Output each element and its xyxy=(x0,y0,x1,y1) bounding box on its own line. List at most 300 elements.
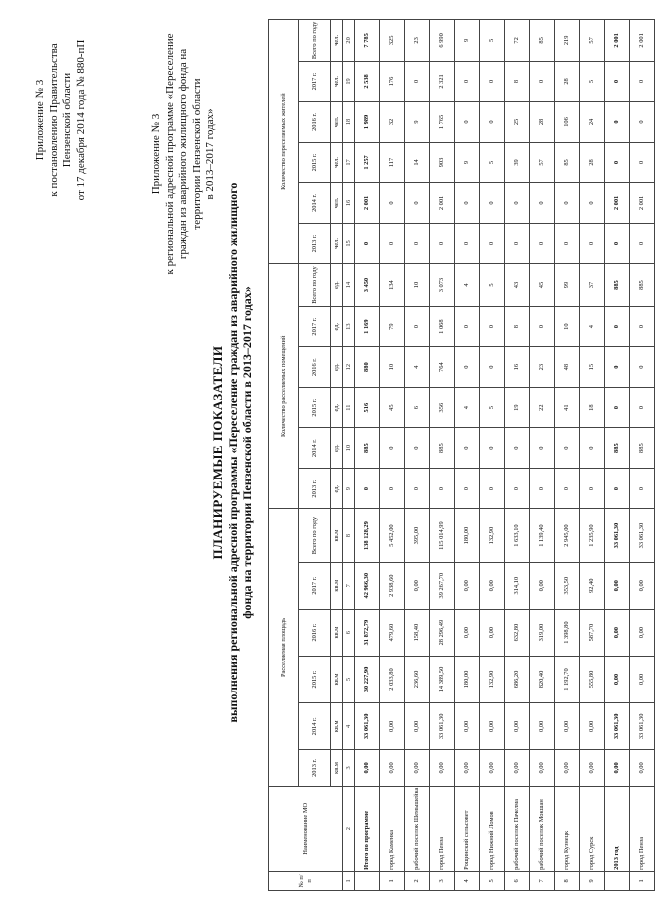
cell-people: 0 xyxy=(480,102,505,143)
cell-rooms: 0 xyxy=(480,306,505,347)
cell-people: 0 xyxy=(630,223,655,264)
cell-rooms: 15 xyxy=(580,347,605,388)
cell-rooms: 0 xyxy=(630,387,655,428)
cell-area: 395,00 xyxy=(405,509,430,562)
cell-rooms: 43 xyxy=(505,264,530,307)
cell-area: 14 389,50 xyxy=(430,656,455,703)
column-number: 14 xyxy=(343,264,355,307)
cell-rooms: 48 xyxy=(555,347,580,388)
cell-area: 1 235,90 xyxy=(580,509,605,562)
cell-area: 1 192,70 xyxy=(555,656,580,703)
cell-rooms: 0 xyxy=(605,468,630,509)
cell-people: 5 xyxy=(580,61,605,102)
cell-rooms: 22 xyxy=(530,387,555,428)
group-header-rooms: Количество расселяемых помещений xyxy=(269,264,299,509)
subtitle-line: фонда на территории Пензенской области в 2013–2017 годах» xyxy=(240,286,254,619)
cell-rooms: 0 xyxy=(455,428,480,469)
cell-area: 115 014,99 xyxy=(430,509,455,562)
column-number: 11 xyxy=(343,387,355,428)
cell-area: 0,00 xyxy=(530,750,555,786)
cell-rooms: 0 xyxy=(480,428,505,469)
column-number: 3 xyxy=(343,750,355,786)
cell-area: 0,00 xyxy=(580,703,605,750)
cell-rooms: 10 xyxy=(555,306,580,347)
cell-people: 0 xyxy=(605,223,630,264)
column-number: 1 xyxy=(343,871,355,890)
cell-rooms: 1 068 xyxy=(430,306,455,347)
cell-rooms: 0 xyxy=(405,468,430,509)
cell-rooms: 18 xyxy=(580,387,605,428)
row-mo-name: город Каменка xyxy=(380,786,405,871)
column-number: 2 xyxy=(343,786,355,871)
cell-people: 0 xyxy=(430,223,455,264)
cell-people: 325 xyxy=(380,20,405,62)
cell-people: 6 990 xyxy=(430,20,455,62)
cell-area: 1 633,10 xyxy=(505,509,530,562)
row-number: 1 xyxy=(630,871,655,890)
cell-people: 1 765 xyxy=(430,102,455,143)
cell-area: 0,00 xyxy=(555,750,580,786)
cell-rooms: 134 xyxy=(380,264,405,307)
row-number: 6 xyxy=(505,871,530,890)
cell-area: 0,00 xyxy=(480,562,505,609)
unit-header-people: чел. xyxy=(331,61,343,102)
cell-people: 0 xyxy=(380,183,405,224)
cell-rooms: 885 xyxy=(630,428,655,469)
cell-area: 632,80 xyxy=(505,609,530,656)
cell-rooms: 885 xyxy=(630,264,655,307)
unit-header-rooms: ед. xyxy=(331,306,343,347)
cell-area: 0,00 xyxy=(555,703,580,750)
cell-people: 0 xyxy=(605,142,630,183)
cell-area: 353,50 xyxy=(555,562,580,609)
cell-people: 0 xyxy=(355,223,380,264)
column-number: 16 xyxy=(343,183,355,224)
column-number: 15 xyxy=(343,223,355,264)
cell-area: 180,00 xyxy=(455,656,480,703)
year-header-area: 2015 г. xyxy=(299,656,331,703)
cell-rooms: 4 xyxy=(455,387,480,428)
cell-area: 31 872,79 xyxy=(355,609,380,656)
group-header-people: Количество переселяемых жителей xyxy=(269,20,299,264)
cell-area: 0,00 xyxy=(480,703,505,750)
unit-header-area: кв.м xyxy=(331,562,343,609)
column-number: 12 xyxy=(343,347,355,388)
cell-area: 0,00 xyxy=(480,750,505,786)
cell-people: 0 xyxy=(530,61,555,102)
row-number: 5 xyxy=(480,871,505,890)
cell-area: 0,00 xyxy=(605,656,630,703)
year-header-area: Всего по году xyxy=(299,509,331,562)
cell-rooms: 0 xyxy=(380,428,405,469)
row-mo-name: город Кузнецк xyxy=(555,786,580,871)
header-line: Приложение № 3 xyxy=(34,79,46,161)
cell-rooms: 0 xyxy=(355,468,380,509)
unit-header-area: кв.м xyxy=(331,509,343,562)
cell-people: 0 xyxy=(580,183,605,224)
cell-people: 9 xyxy=(455,20,480,62)
cell-area: 0,00 xyxy=(605,750,630,786)
row-number: 9 xyxy=(580,871,605,890)
cell-people: 219 xyxy=(555,20,580,62)
cell-rooms: 4 xyxy=(455,264,480,307)
row-mo-name: Рощинский сельсовет xyxy=(455,786,480,871)
cell-people: 2 001 xyxy=(430,183,455,224)
table-row xyxy=(430,20,455,891)
cell-area: 33 061,30 xyxy=(355,703,380,750)
cell-people: 0 xyxy=(455,223,480,264)
cell-area: 42 966,30 xyxy=(355,562,380,609)
cell-rooms: 0 xyxy=(555,468,580,509)
cell-people: 7 785 xyxy=(355,20,380,62)
row-number: 7 xyxy=(530,871,555,890)
column-number: 5 xyxy=(343,656,355,703)
cell-people: 2 538 xyxy=(355,61,380,102)
column-number: 10 xyxy=(343,428,355,469)
cell-area: 2 033,80 xyxy=(380,656,405,703)
row-mo-name: город Пенза xyxy=(630,786,655,871)
cell-rooms: 0 xyxy=(380,468,405,509)
cell-area: 132,90 xyxy=(480,509,505,562)
cell-people: 0 xyxy=(480,223,505,264)
cell-area: 138 128,29 xyxy=(355,509,380,562)
cell-rooms: 0 xyxy=(405,306,430,347)
cell-rooms: 516 xyxy=(355,387,380,428)
cell-rooms: 6 xyxy=(405,387,430,428)
cell-area: 28 296,49 xyxy=(430,609,455,656)
header-mo: Наименование МО xyxy=(269,786,343,871)
cell-people: 28 xyxy=(530,102,555,143)
cell-area: 0,00 xyxy=(405,703,430,750)
cell-rooms: 0 xyxy=(530,428,555,469)
cell-people: 0 xyxy=(480,183,505,224)
cell-area: 0,00 xyxy=(505,703,530,750)
cell-people: 9 xyxy=(455,142,480,183)
cell-area: 180,00 xyxy=(455,509,480,562)
cell-people: 0 xyxy=(605,102,630,143)
cell-people: 23 xyxy=(405,20,430,62)
cell-area: 92,40 xyxy=(580,562,605,609)
cell-rooms: 0 xyxy=(605,387,630,428)
year-header-area: 2013 г. xyxy=(299,750,331,786)
cell-rooms: 356 xyxy=(430,387,455,428)
year-header-area: 2016 г. xyxy=(299,609,331,656)
cell-area: 479,60 xyxy=(380,609,405,656)
cell-people: 25 xyxy=(505,102,530,143)
cell-people: 0 xyxy=(405,61,430,102)
cell-rooms: 0 xyxy=(455,347,480,388)
year-header-rooms: 2014 г. xyxy=(299,428,331,469)
row-mo-name: рабочий поселок Мокшан xyxy=(530,786,555,871)
year-header-people: 2013 г. xyxy=(299,223,331,264)
cell-people: 2 001 xyxy=(605,183,630,224)
cell-rooms: 45 xyxy=(380,387,405,428)
cell-people: 2 321 xyxy=(430,61,455,102)
cell-people: 0 xyxy=(480,61,505,102)
cell-area: 0,00 xyxy=(455,562,480,609)
cell-people: 0 xyxy=(380,223,405,264)
cell-area: 33 061,30 xyxy=(430,703,455,750)
header-line: Пензенской области xyxy=(61,72,73,168)
cell-rooms: 45 xyxy=(530,264,555,307)
document-subtitle xyxy=(226,30,254,875)
cell-area: 0,00 xyxy=(605,562,630,609)
cell-rooms: 885 xyxy=(605,428,630,469)
year-header-area: 2014 г. xyxy=(299,703,331,750)
cell-people: 1 257 xyxy=(355,142,380,183)
cell-rooms: 0 xyxy=(530,468,555,509)
cell-people: 0 xyxy=(405,223,430,264)
cell-people: 0 xyxy=(580,223,605,264)
year-header-rooms: 2013 г. xyxy=(299,468,331,509)
cell-area: 319,00 xyxy=(530,609,555,656)
cell-area: 0,00 xyxy=(405,750,430,786)
cell-area: 0,00 xyxy=(530,562,555,609)
table-row xyxy=(355,20,380,891)
column-number: 19 xyxy=(343,61,355,102)
cell-rooms: 10 xyxy=(405,264,430,307)
cell-rooms: 0 xyxy=(605,347,630,388)
cell-area: 1 139,40 xyxy=(530,509,555,562)
cell-area: 39 267,70 xyxy=(430,562,455,609)
cell-people: 0 xyxy=(455,183,480,224)
cell-area: 2 938,60 xyxy=(380,562,405,609)
cell-people: 24 xyxy=(580,102,605,143)
cell-area: 0,00 xyxy=(430,750,455,786)
cell-rooms: 1 169 xyxy=(355,306,380,347)
cell-people: 0 xyxy=(555,183,580,224)
cell-rooms: 0 xyxy=(630,468,655,509)
table-row xyxy=(580,20,605,891)
unit-header-people: чел. xyxy=(331,183,343,224)
cell-rooms: 0 xyxy=(630,306,655,347)
table-row xyxy=(480,20,505,891)
column-number: 7 xyxy=(343,562,355,609)
table-row xyxy=(455,20,480,891)
unit-header-area: кв.м xyxy=(331,656,343,703)
cell-people: 39 xyxy=(505,142,530,183)
cell-area: 33 061,30 xyxy=(630,509,655,562)
year-header-people: 2017 г. xyxy=(299,61,331,102)
column-number: 8 xyxy=(343,509,355,562)
cell-people: 106 xyxy=(555,102,580,143)
cell-area: 0,00 xyxy=(630,656,655,703)
cell-area: 33 061,30 xyxy=(605,703,630,750)
cell-area: 0,00 xyxy=(630,609,655,656)
row-mo-name: город Нижний Ломов xyxy=(480,786,505,871)
cell-rooms: 19 xyxy=(505,387,530,428)
year-header-rooms: 2016 г. xyxy=(299,347,331,388)
unit-header-area: кв.м xyxy=(331,609,343,656)
cell-rooms: 0 xyxy=(480,468,505,509)
row-mo-name: Итого по программе xyxy=(355,786,380,871)
cell-rooms: 885 xyxy=(605,264,630,307)
cell-area: 0,00 xyxy=(355,750,380,786)
cell-rooms: 8 xyxy=(505,306,530,347)
cell-rooms: 16 xyxy=(505,347,530,388)
cell-people: 5 xyxy=(480,20,505,62)
cell-area: 5 452,00 xyxy=(380,509,405,562)
cell-people: 2 001 xyxy=(355,183,380,224)
cell-people: 28 xyxy=(580,142,605,183)
table-row xyxy=(405,20,430,891)
cell-people: 0 xyxy=(505,223,530,264)
unit-header-rooms: ед. xyxy=(331,264,343,307)
column-number: 18 xyxy=(343,102,355,143)
column-number: 20 xyxy=(343,20,355,62)
cell-rooms: 0 xyxy=(455,306,480,347)
cell-area: 0,00 xyxy=(580,750,605,786)
unit-header-rooms: ед. xyxy=(331,468,343,509)
column-number: 6 xyxy=(343,609,355,656)
cell-rooms: 880 xyxy=(355,347,380,388)
row-number xyxy=(355,871,380,890)
cell-people: 8 xyxy=(505,61,530,102)
cell-area: 0,00 xyxy=(530,703,555,750)
cell-area: 555,80 xyxy=(580,656,605,703)
cell-people: 32 xyxy=(380,102,405,143)
year-header-people: 2014 г. xyxy=(299,183,331,224)
cell-rooms: 0 xyxy=(580,428,605,469)
table-row xyxy=(605,20,630,891)
cell-rooms: 3 450 xyxy=(355,264,380,307)
appendix-header-decree xyxy=(34,20,88,220)
header-line: от 17 декабря 2014 года № 880-пП xyxy=(74,39,87,201)
cell-rooms: 0 xyxy=(530,306,555,347)
cell-people: 176 xyxy=(380,61,405,102)
year-header-rooms: 2017 г. xyxy=(299,306,331,347)
header-line: в 2013–2017 годах» xyxy=(204,108,216,200)
cell-people: 9 xyxy=(405,102,430,143)
document-title: ПЛАНИРУЕМЫЕ ПОКАЗАТЕЛИ xyxy=(210,345,225,560)
cell-rooms: 885 xyxy=(430,428,455,469)
cell-people: 85 xyxy=(530,20,555,62)
cell-area: 30 227,90 xyxy=(355,656,380,703)
cell-area: 314,10 xyxy=(505,562,530,609)
cell-people: 0 xyxy=(630,61,655,102)
table-row xyxy=(380,20,405,891)
cell-people: 14 xyxy=(405,142,430,183)
row-mo-name: город Сурск xyxy=(580,786,605,871)
column-number: 9 xyxy=(343,468,355,509)
header-line: территории Пензенской области xyxy=(190,78,203,230)
cell-rooms: 0 xyxy=(555,428,580,469)
row-number: 3 xyxy=(430,871,455,890)
table-row xyxy=(555,20,580,891)
year-header-area: 2017 г. xyxy=(299,562,331,609)
cell-people: 0 xyxy=(555,223,580,264)
cell-area: 0,00 xyxy=(405,562,430,609)
row-number: 4 xyxy=(455,871,480,890)
cell-rooms: 885 xyxy=(355,428,380,469)
cell-area: 33 061,30 xyxy=(630,703,655,750)
cell-area: 33 061,30 xyxy=(605,509,630,562)
cell-area: 132,90 xyxy=(480,656,505,703)
cell-people: 117 xyxy=(380,142,405,183)
cell-people: 0 xyxy=(455,61,480,102)
table-row xyxy=(530,20,555,891)
subtitle-line: выполнения региональной адресной программы «Переселение граждан из аварийного жилищного xyxy=(226,182,240,723)
table-row xyxy=(505,20,530,891)
cell-people: 0 xyxy=(455,102,480,143)
cell-people: 0 xyxy=(505,183,530,224)
cell-area: 0,00 xyxy=(605,609,630,656)
cell-people: 2 001 xyxy=(605,20,630,62)
cell-people: 2 001 xyxy=(630,20,655,62)
cell-rooms: 4 xyxy=(405,347,430,388)
cell-area: 0,00 xyxy=(380,750,405,786)
cell-people: 1 989 xyxy=(355,102,380,143)
cell-people: 5 xyxy=(480,142,505,183)
cell-people: 0 xyxy=(630,102,655,143)
cell-area: 0,00 xyxy=(630,750,655,786)
row-mo-name: рабочий поселок Пачелма xyxy=(505,786,530,871)
appendix-header-program xyxy=(150,13,218,295)
header-line: к постановлению Правительства xyxy=(47,43,60,197)
column-number: 17 xyxy=(343,142,355,183)
cell-area: 0,00 xyxy=(380,703,405,750)
unit-header-people: чел. xyxy=(331,20,343,62)
cell-rooms: 0 xyxy=(430,468,455,509)
cell-people: 0 xyxy=(630,142,655,183)
row-mo-name: рабочий поселок Шемышейка xyxy=(405,786,430,871)
unit-header-area: кв.м xyxy=(331,703,343,750)
cell-people: 903 xyxy=(430,142,455,183)
cell-area: 0,00 xyxy=(455,703,480,750)
cell-area: 0,00 xyxy=(455,609,480,656)
cell-rooms: 0 xyxy=(630,347,655,388)
cell-people: 57 xyxy=(530,142,555,183)
cell-area: 587,70 xyxy=(580,609,605,656)
cell-rooms: 23 xyxy=(530,347,555,388)
header-no: № п/п xyxy=(269,871,343,890)
cell-area: 0,00 xyxy=(455,750,480,786)
cell-rooms: 5 xyxy=(480,387,505,428)
year-header-people: 2016 г. xyxy=(299,102,331,143)
cell-area: 1 398,80 xyxy=(555,609,580,656)
row-number: 1 xyxy=(380,871,405,890)
table-row xyxy=(630,20,655,891)
year-header-rooms: Всего по году xyxy=(299,264,331,307)
cell-rooms: 0 xyxy=(455,468,480,509)
unit-header-people: чел. xyxy=(331,102,343,143)
cell-people: 0 xyxy=(530,183,555,224)
cell-rooms: 99 xyxy=(555,264,580,307)
group-header-area: Расселяемая площадь xyxy=(269,509,299,786)
cell-people: 85 xyxy=(555,142,580,183)
cell-area: 158,40 xyxy=(405,609,430,656)
cell-rooms: 79 xyxy=(380,306,405,347)
indicators-table xyxy=(268,19,655,891)
cell-rooms: 0 xyxy=(605,306,630,347)
cell-area: 2 945,00 xyxy=(555,509,580,562)
row-number xyxy=(605,871,630,890)
cell-rooms: 0 xyxy=(505,468,530,509)
row-number: 2 xyxy=(405,871,430,890)
cell-area: 820,40 xyxy=(530,656,555,703)
cell-area: 0,00 xyxy=(630,562,655,609)
cell-rooms: 10 xyxy=(380,347,405,388)
cell-rooms: 41 xyxy=(555,387,580,428)
cell-rooms: 5 xyxy=(480,264,505,307)
cell-area: 686,20 xyxy=(505,656,530,703)
cell-people: 28 xyxy=(555,61,580,102)
unit-header-people: чел. xyxy=(331,223,343,264)
unit-header-people: чел. xyxy=(331,142,343,183)
header-line: граждан из аварийного жилищного фонда на xyxy=(177,48,189,260)
cell-area: 236,60 xyxy=(405,656,430,703)
unit-header-rooms: ед. xyxy=(331,428,343,469)
